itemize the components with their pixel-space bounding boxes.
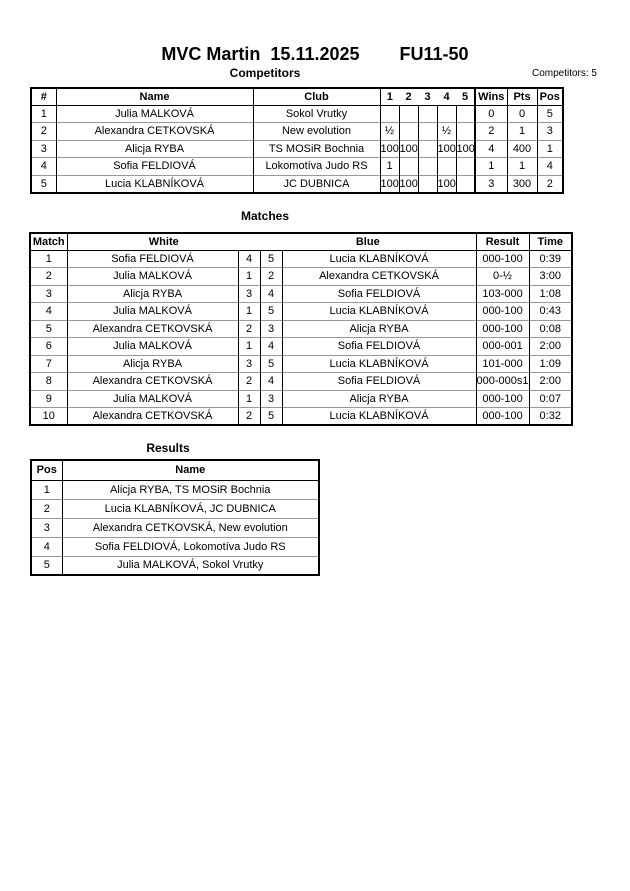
col-header-time: Time <box>529 233 572 250</box>
competitor-name-cell: Alicja RYBA <box>56 140 253 158</box>
competitor-club-cell: New evolution <box>253 123 380 141</box>
white-draw-number-cell: 4 <box>238 250 260 268</box>
time-cell: 3:00 <box>529 268 572 286</box>
blue-name-cell: Lucia KLABNÍKOVÁ <box>282 355 476 373</box>
match-row <box>30 408 572 426</box>
pts-cell: 0 <box>507 105 537 123</box>
pos-cell: 5 <box>537 105 563 123</box>
competitor-row <box>31 140 563 158</box>
col-header-wins: Wins <box>475 88 507 105</box>
pos-cell: 1 <box>537 140 563 158</box>
results-table <box>30 459 320 576</box>
result-cell: 000-001 <box>476 338 529 356</box>
score-cell <box>456 123 475 141</box>
score-cell <box>418 158 437 176</box>
result-name-cell: Alexandra CETKOVSKÁ, New evolution <box>62 518 319 537</box>
competitor-club-cell: TS MOSiR Bochnia <box>253 140 380 158</box>
result-cell: 000-000s1 <box>476 373 529 391</box>
time-cell: 1:09 <box>529 355 572 373</box>
time-cell: 2:00 <box>529 338 572 356</box>
time-cell: 0:39 <box>529 250 572 268</box>
results-section-title: Results <box>146 441 190 455</box>
match-number-cell: 3 <box>30 285 67 303</box>
result-name-cell: Alicja RYBA, TS MOSiR Bochnia <box>62 480 319 499</box>
white-draw-number-cell: 2 <box>238 373 260 391</box>
wins-cell: 4 <box>475 140 507 158</box>
blue-draw-number-cell: 4 <box>260 285 282 303</box>
competitors-count-label: Competitors: 5 <box>531 68 597 79</box>
competitors-table <box>30 87 564 194</box>
score-cell <box>418 175 437 193</box>
competitor-row <box>31 175 563 193</box>
time-cell: 2:00 <box>529 373 572 391</box>
col-header-opponent-3: 3 <box>418 88 437 105</box>
score-cell: ½ <box>380 123 399 141</box>
matches-section-title: Matches <box>240 209 290 223</box>
match-row <box>30 355 572 373</box>
score-cell: 100 <box>437 140 456 158</box>
white-draw-number-cell: 1 <box>238 390 260 408</box>
col-header-blue: Blue <box>260 233 476 250</box>
matches-table <box>29 232 573 426</box>
result-row <box>31 518 319 537</box>
result-cell: 000-100 <box>476 303 529 321</box>
white-name-cell: Alicja RYBA <box>67 285 238 303</box>
competitor-club-cell: Sokol Vrutky <box>253 105 380 123</box>
col-header-pts: Pts <box>507 88 537 105</box>
match-row <box>30 285 572 303</box>
score-cell <box>437 105 456 123</box>
matches-header-row <box>30 233 572 250</box>
match-number-cell: 9 <box>30 390 67 408</box>
competitors-section-title: Competitors <box>229 66 301 80</box>
col-header-white: White <box>67 233 260 250</box>
match-number-cell: 6 <box>30 338 67 356</box>
match-row <box>30 303 572 321</box>
col-header-pos: Pos <box>31 460 62 480</box>
score-cell <box>418 105 437 123</box>
white-draw-number-cell: 2 <box>238 408 260 426</box>
col-header-number: # <box>31 88 56 105</box>
time-cell: 0:32 <box>529 408 572 426</box>
score-cell <box>456 105 475 123</box>
result-pos-cell: 5 <box>31 556 62 575</box>
score-cell <box>456 158 475 176</box>
blue-name-cell: Sofia FELDIOVÁ <box>282 338 476 356</box>
white-name-cell: Sofia FELDIOVÁ <box>67 250 238 268</box>
competitor-name-cell: Lucia KLABNÍKOVÁ <box>56 175 253 193</box>
blue-name-cell: Sofia FELDIOVÁ <box>282 373 476 391</box>
pts-cell: 300 <box>507 175 537 193</box>
time-cell: 0:07 <box>529 390 572 408</box>
score-cell: 100 <box>380 175 399 193</box>
score-cell <box>399 158 418 176</box>
competitors-header-row <box>31 88 563 105</box>
white-name-cell: Julia MALKOVÁ <box>67 268 238 286</box>
competitor-number-cell: 4 <box>31 158 56 176</box>
competitor-row <box>31 105 563 123</box>
competitor-name-cell: Alexandra CETKOVSKÁ <box>56 123 253 141</box>
blue-name-cell: Sofia FELDIOVÁ <box>282 285 476 303</box>
result-name-cell: Lucia KLABNÍKOVÁ, JC DUBNICA <box>62 499 319 518</box>
result-name-cell: Sofia FELDIOVÁ, Lokomotíva Judo RS <box>62 537 319 556</box>
result-cell: 101-000 <box>476 355 529 373</box>
match-row <box>30 338 572 356</box>
competitor-club-cell: Lokomotíva Judo RS <box>253 158 380 176</box>
score-cell: 100 <box>399 140 418 158</box>
competitor-club-cell: JC DUBNICA <box>253 175 380 193</box>
match-number-cell: 1 <box>30 250 67 268</box>
blue-draw-number-cell: 4 <box>260 338 282 356</box>
match-row <box>30 373 572 391</box>
result-row <box>31 537 319 556</box>
blue-draw-number-cell: 4 <box>260 373 282 391</box>
result-cell: 0-½ <box>476 268 529 286</box>
result-cell: 000-100 <box>476 408 529 426</box>
col-header-opponent-2: 2 <box>399 88 418 105</box>
white-name-cell: Alicja RYBA <box>67 355 238 373</box>
blue-name-cell: Lucia KLABNÍKOVÁ <box>282 250 476 268</box>
result-pos-cell: 3 <box>31 518 62 537</box>
wins-cell: 0 <box>475 105 507 123</box>
match-number-cell: 5 <box>30 320 67 338</box>
pts-cell: 1 <box>507 158 537 176</box>
wins-cell: 2 <box>475 123 507 141</box>
col-header-opponent-5: 5 <box>456 88 475 105</box>
wins-cell: 3 <box>475 175 507 193</box>
blue-name-cell: Lucia KLABNÍKOVÁ <box>282 303 476 321</box>
score-cell: ½ <box>437 123 456 141</box>
competitor-row <box>31 158 563 176</box>
competitor-row <box>31 123 563 141</box>
blue-draw-number-cell: 3 <box>260 320 282 338</box>
white-name-cell: Alexandra CETKOVSKÁ <box>67 373 238 391</box>
col-header-opponent-4: 4 <box>437 88 456 105</box>
white-name-cell: Julia MALKOVÁ <box>67 338 238 356</box>
blue-name-cell: Lucia KLABNÍKOVÁ <box>282 408 476 426</box>
score-cell: 100 <box>380 140 399 158</box>
pos-cell: 2 <box>537 175 563 193</box>
competitor-number-cell: 2 <box>31 123 56 141</box>
result-name-cell: Julia MALKOVÁ, Sokol Vrutky <box>62 556 319 575</box>
result-pos-cell: 4 <box>31 537 62 556</box>
blue-draw-number-cell: 5 <box>260 303 282 321</box>
score-cell <box>418 140 437 158</box>
blue-name-cell: Alicja RYBA <box>282 390 476 408</box>
col-header-name: Name <box>62 460 319 480</box>
result-cell: 000-100 <box>476 390 529 408</box>
white-draw-number-cell: 3 <box>238 285 260 303</box>
match-row <box>30 250 572 268</box>
competitor-number-cell: 5 <box>31 175 56 193</box>
white-name-cell: Alexandra CETKOVSKÁ <box>67 320 238 338</box>
result-cell: 103-000 <box>476 285 529 303</box>
white-draw-number-cell: 2 <box>238 320 260 338</box>
time-cell: 1:08 <box>529 285 572 303</box>
white-draw-number-cell: 1 <box>238 338 260 356</box>
score-cell <box>437 158 456 176</box>
match-number-cell: 4 <box>30 303 67 321</box>
blue-draw-number-cell: 3 <box>260 390 282 408</box>
result-pos-cell: 2 <box>31 499 62 518</box>
col-header-match: Match <box>30 233 67 250</box>
score-cell: 100 <box>437 175 456 193</box>
score-cell <box>418 123 437 141</box>
score-cell <box>456 175 475 193</box>
match-number-cell: 10 <box>30 408 67 426</box>
result-cell: 000-100 <box>476 320 529 338</box>
pts-cell: 1 <box>507 123 537 141</box>
pos-cell: 3 <box>537 123 563 141</box>
competitor-number-cell: 3 <box>31 140 56 158</box>
blue-name-cell: Alicja RYBA <box>282 320 476 338</box>
blue-name-cell: Alexandra CETKOVSKÁ <box>282 268 476 286</box>
result-cell: 000-100 <box>476 250 529 268</box>
result-row <box>31 480 319 499</box>
results-header-row <box>31 460 319 480</box>
col-header-result: Result <box>476 233 529 250</box>
result-row <box>31 556 319 575</box>
white-draw-number-cell: 3 <box>238 355 260 373</box>
score-cell <box>399 123 418 141</box>
result-row <box>31 499 319 518</box>
score-cell: 1 <box>380 158 399 176</box>
white-name-cell: Julia MALKOVÁ <box>67 303 238 321</box>
pts-cell: 400 <box>507 140 537 158</box>
blue-draw-number-cell: 2 <box>260 268 282 286</box>
match-number-cell: 7 <box>30 355 67 373</box>
score-cell <box>380 105 399 123</box>
match-number-cell: 2 <box>30 268 67 286</box>
white-draw-number-cell: 1 <box>238 268 260 286</box>
score-cell <box>399 105 418 123</box>
result-pos-cell: 1 <box>31 480 62 499</box>
competitor-name-cell: Julia MALKOVÁ <box>56 105 253 123</box>
page-title: MVC Martin 15.11.2025 FU11-50 <box>161 44 469 64</box>
blue-draw-number-cell: 5 <box>260 250 282 268</box>
white-draw-number-cell: 1 <box>238 303 260 321</box>
white-name-cell: Alexandra CETKOVSKÁ <box>67 408 238 426</box>
blue-draw-number-cell: 5 <box>260 355 282 373</box>
competitor-number-cell: 1 <box>31 105 56 123</box>
match-number-cell: 8 <box>30 373 67 391</box>
score-cell: 100 <box>399 175 418 193</box>
pos-cell: 4 <box>537 158 563 176</box>
col-header-name: Name <box>56 88 253 105</box>
wins-cell: 1 <box>475 158 507 176</box>
score-cell: 100 <box>456 140 475 158</box>
match-row <box>30 320 572 338</box>
time-cell: 0:08 <box>529 320 572 338</box>
time-cell: 0:43 <box>529 303 572 321</box>
col-header-opponent-1: 1 <box>380 88 399 105</box>
col-header-pos: Pos <box>537 88 563 105</box>
white-name-cell: Julia MALKOVÁ <box>67 390 238 408</box>
competitor-name-cell: Sofia FELDIOVÁ <box>56 158 253 176</box>
blue-draw-number-cell: 5 <box>260 408 282 426</box>
col-header-club: Club <box>253 88 380 105</box>
match-row <box>30 390 572 408</box>
match-row <box>30 268 572 286</box>
